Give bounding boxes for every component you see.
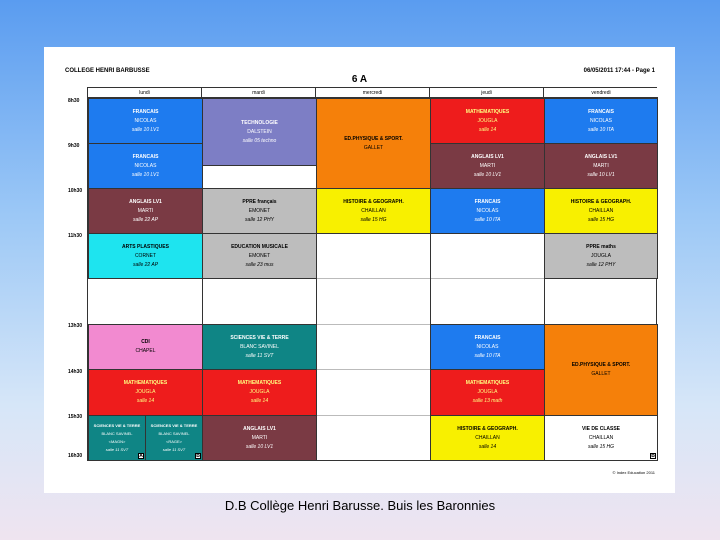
timetable-sheet [44, 47, 675, 493]
lesson-room: salle 14 [250, 398, 269, 404]
lesson-subject: FRANCAIS [474, 198, 501, 205]
lesson-teacher: DALSTEIN [247, 128, 272, 135]
lesson-subject: EDUCATION MUSICALE [231, 243, 288, 250]
lesson-subject: VIE DE CLASSE [581, 425, 621, 432]
lesson-subject: MATHEMATIQUES [465, 380, 510, 386]
lesson-room: salle 10 LV1 [131, 171, 160, 178]
group-tag-b: B [196, 453, 200, 459]
time-label: 16h30 [68, 453, 83, 459]
lesson-subject: ANGLAIS LV1 [471, 153, 504, 160]
lesson-block[interactable] [430, 369, 545, 416]
lesson-teacher: CHAILLAN [475, 434, 500, 441]
lesson-teacher: BLANC SAVINEL [158, 431, 190, 436]
lesson-teacher: MARTI [251, 434, 268, 441]
lesson-teacher: CHAPEL [135, 348, 156, 354]
lesson-block[interactable] [202, 233, 317, 279]
lesson-teacher: CHAILLAN [361, 207, 386, 214]
day-header-mardi: mardi [202, 88, 316, 98]
time-label: 15h30 [68, 414, 83, 420]
lesson-room: salle 23 mus [245, 261, 274, 268]
class-title: 6 A [351, 74, 368, 85]
lesson-block[interactable] [544, 324, 658, 416]
time-label: 10h30 [68, 188, 83, 194]
lesson-block[interactable] [430, 143, 545, 189]
lesson-block[interactable] [430, 98, 545, 144]
lesson-subject: ANGLAIS LV1 [584, 153, 618, 160]
lesson-room: salle 22 AP [132, 216, 159, 223]
lesson-subject: ED.PHYSIQUE & SPORT. [571, 362, 631, 368]
lesson-subject: ARTS PLASTIQUES [122, 243, 169, 250]
lesson-room: salle 10 ITA [587, 126, 615, 133]
lesson-teacher: JOUGLA [249, 389, 270, 395]
lesson-block[interactable] [316, 188, 431, 234]
lesson-teacher: MARTI [137, 207, 154, 214]
lesson-room: salle 14 [478, 126, 497, 133]
lesson-teacher: NICOLAS [134, 117, 157, 124]
time-label: 14h30 [68, 369, 83, 375]
lesson-subject: SCIENCES VIE & TERRE [150, 423, 198, 428]
lesson-subject: HISTOIRE & GEOGRAPH. [457, 425, 518, 432]
lesson-subject: ANGLAIS LV1 [243, 425, 276, 432]
lesson-room: salle 14 [478, 443, 497, 450]
lesson-subject: PPRE maths [586, 243, 616, 250]
lesson-teacher: JOUGLA [135, 389, 156, 395]
lesson-subject: ED.PHYSIQUE & SPORT. [344, 135, 403, 142]
lesson-room: salle 10 LV1 [245, 443, 274, 450]
lesson-subject: SCIENCES VIE & TERRE [93, 423, 141, 428]
lesson-subject: MATHEMATIQUES [237, 380, 282, 386]
lesson-teacher: GALLET [363, 144, 384, 151]
lesson-room: salle 22 AP [132, 261, 159, 268]
lesson-room: salle 10 ITA [474, 216, 501, 223]
lesson-block[interactable] [88, 369, 203, 416]
lesson-subject: FRANCAIS [588, 108, 614, 115]
lesson-block[interactable] [544, 233, 658, 279]
lesson-block[interactable] [88, 233, 203, 279]
lesson-block[interactable] [202, 415, 317, 461]
time-label: 8h30 [68, 98, 80, 104]
lesson-room: salle 11 SVT [245, 352, 274, 359]
lesson-subject: MATHEMATIQUES [123, 380, 168, 386]
lesson-subject: HISTOIRE & GEOGRAPH. [570, 198, 632, 205]
lesson-teacher: CORNET [134, 252, 157, 259]
lesson-room: salle 10 LV1 [131, 126, 160, 133]
day-header-lundi: lundi [88, 88, 202, 98]
lesson-room: salle 15 HG [587, 216, 615, 223]
lesson-teacher: EMONET [248, 207, 271, 214]
print-timestamp: 06/05/2011 17:44 - Page 1 [583, 68, 655, 74]
group-tag-b: B [651, 453, 655, 459]
lesson-teacher: CHAILLAN [588, 207, 614, 214]
day-header-mercredi: mercredi [316, 88, 430, 98]
slide-caption: D.B Collège Henri Barusse. Buis les Baronnies [224, 498, 496, 513]
lesson-block[interactable] [202, 188, 317, 234]
lesson-block[interactable] [88, 188, 203, 234]
lesson-subject: MATHEMATIQUES [465, 108, 510, 115]
lesson-room: salle 11 SVT [162, 447, 186, 452]
lesson-subject: HISTOIRE & GEOGRAPH. [343, 198, 404, 205]
lesson-room: salle 12 PHY [586, 261, 616, 268]
lesson-teacher: GALLET [591, 371, 611, 377]
lesson-subject: ANGLAIS LV1 [129, 198, 162, 205]
day-header-jeudi: jeudi [430, 88, 544, 98]
lesson-block[interactable] [430, 324, 545, 370]
lesson-room: salle 10 LV1 [473, 171, 502, 178]
lesson-block[interactable] [430, 415, 545, 461]
lesson-teacher: BLANC SAVINEL [240, 343, 279, 350]
lesson-room: salle 10 ITA [474, 352, 501, 359]
lesson-block[interactable] [544, 188, 658, 234]
lesson-block[interactable] [544, 143, 658, 189]
lesson-block[interactable] [316, 98, 431, 189]
lesson-teacher: CHAILLAN [588, 434, 614, 441]
lesson-teacher: MARTI [479, 162, 496, 169]
lesson-teacher: BLANC SAVINEL [101, 431, 133, 436]
lesson-room: salle 14 [136, 398, 155, 404]
lesson-block[interactable] [430, 188, 545, 234]
lesson-block[interactable] [544, 415, 658, 461]
lesson-group: <MAGN> [108, 439, 126, 444]
lesson-block[interactable] [202, 369, 317, 416]
lesson-teacher: JOUGLA [590, 252, 611, 259]
time-label: 11h30 [68, 233, 82, 239]
lesson-group: <RAGE> [165, 439, 182, 444]
lesson-room: salle 11 SVT [105, 447, 129, 452]
lesson-room: salle 15 HG [587, 443, 615, 450]
lesson-teacher: NICOLAS [134, 162, 157, 169]
lesson-block[interactable] [544, 98, 658, 144]
lesson-subject: FRANCAIS [132, 153, 159, 160]
copyright-note: © Index Education 2011 [612, 470, 655, 475]
lesson-room: salle 05 techno [242, 137, 277, 144]
lesson-block[interactable] [88, 143, 203, 189]
lesson-subject: FRANCAIS [132, 108, 159, 115]
lesson-teacher: NICOLAS [476, 207, 499, 214]
time-label: 9h30 [68, 143, 80, 149]
lesson-teacher: NICOLAS [590, 117, 612, 124]
lesson-subject: FRANCAIS [474, 334, 501, 341]
lesson-subject: PPRE français [242, 198, 277, 205]
lesson-subject: SCIENCES VIE & TERRE [230, 334, 289, 341]
lesson-block[interactable] [202, 324, 317, 370]
lesson-block[interactable] [202, 98, 317, 166]
lesson-room: salle 13 math [472, 398, 503, 404]
lesson-block[interactable] [88, 324, 203, 370]
lesson-teacher: MARTI [593, 162, 609, 169]
lesson-teacher: NICOLAS [476, 343, 499, 350]
timetable-grid [87, 87, 657, 461]
lesson-teacher: JOUGLA [477, 389, 498, 395]
lesson-teacher: JOUGLA [477, 117, 498, 124]
lesson-room: salle 15 HG [360, 216, 387, 223]
lesson-room: salle 12 PHY [245, 216, 274, 223]
lesson-subject: TECHNOLOGIE [241, 119, 278, 126]
lesson-subject: CDI [141, 339, 150, 345]
lesson-room: salle 10 LV1 [587, 171, 615, 178]
lesson-block[interactable] [88, 98, 203, 144]
group-tag-a: A [139, 453, 143, 459]
day-header-vendredi: vendredi [544, 88, 658, 98]
school-name: COLLEGE HENRI BARBUSSE [65, 68, 150, 74]
time-label: 13h30 [68, 323, 83, 329]
lesson-teacher: EMONET [248, 252, 271, 259]
